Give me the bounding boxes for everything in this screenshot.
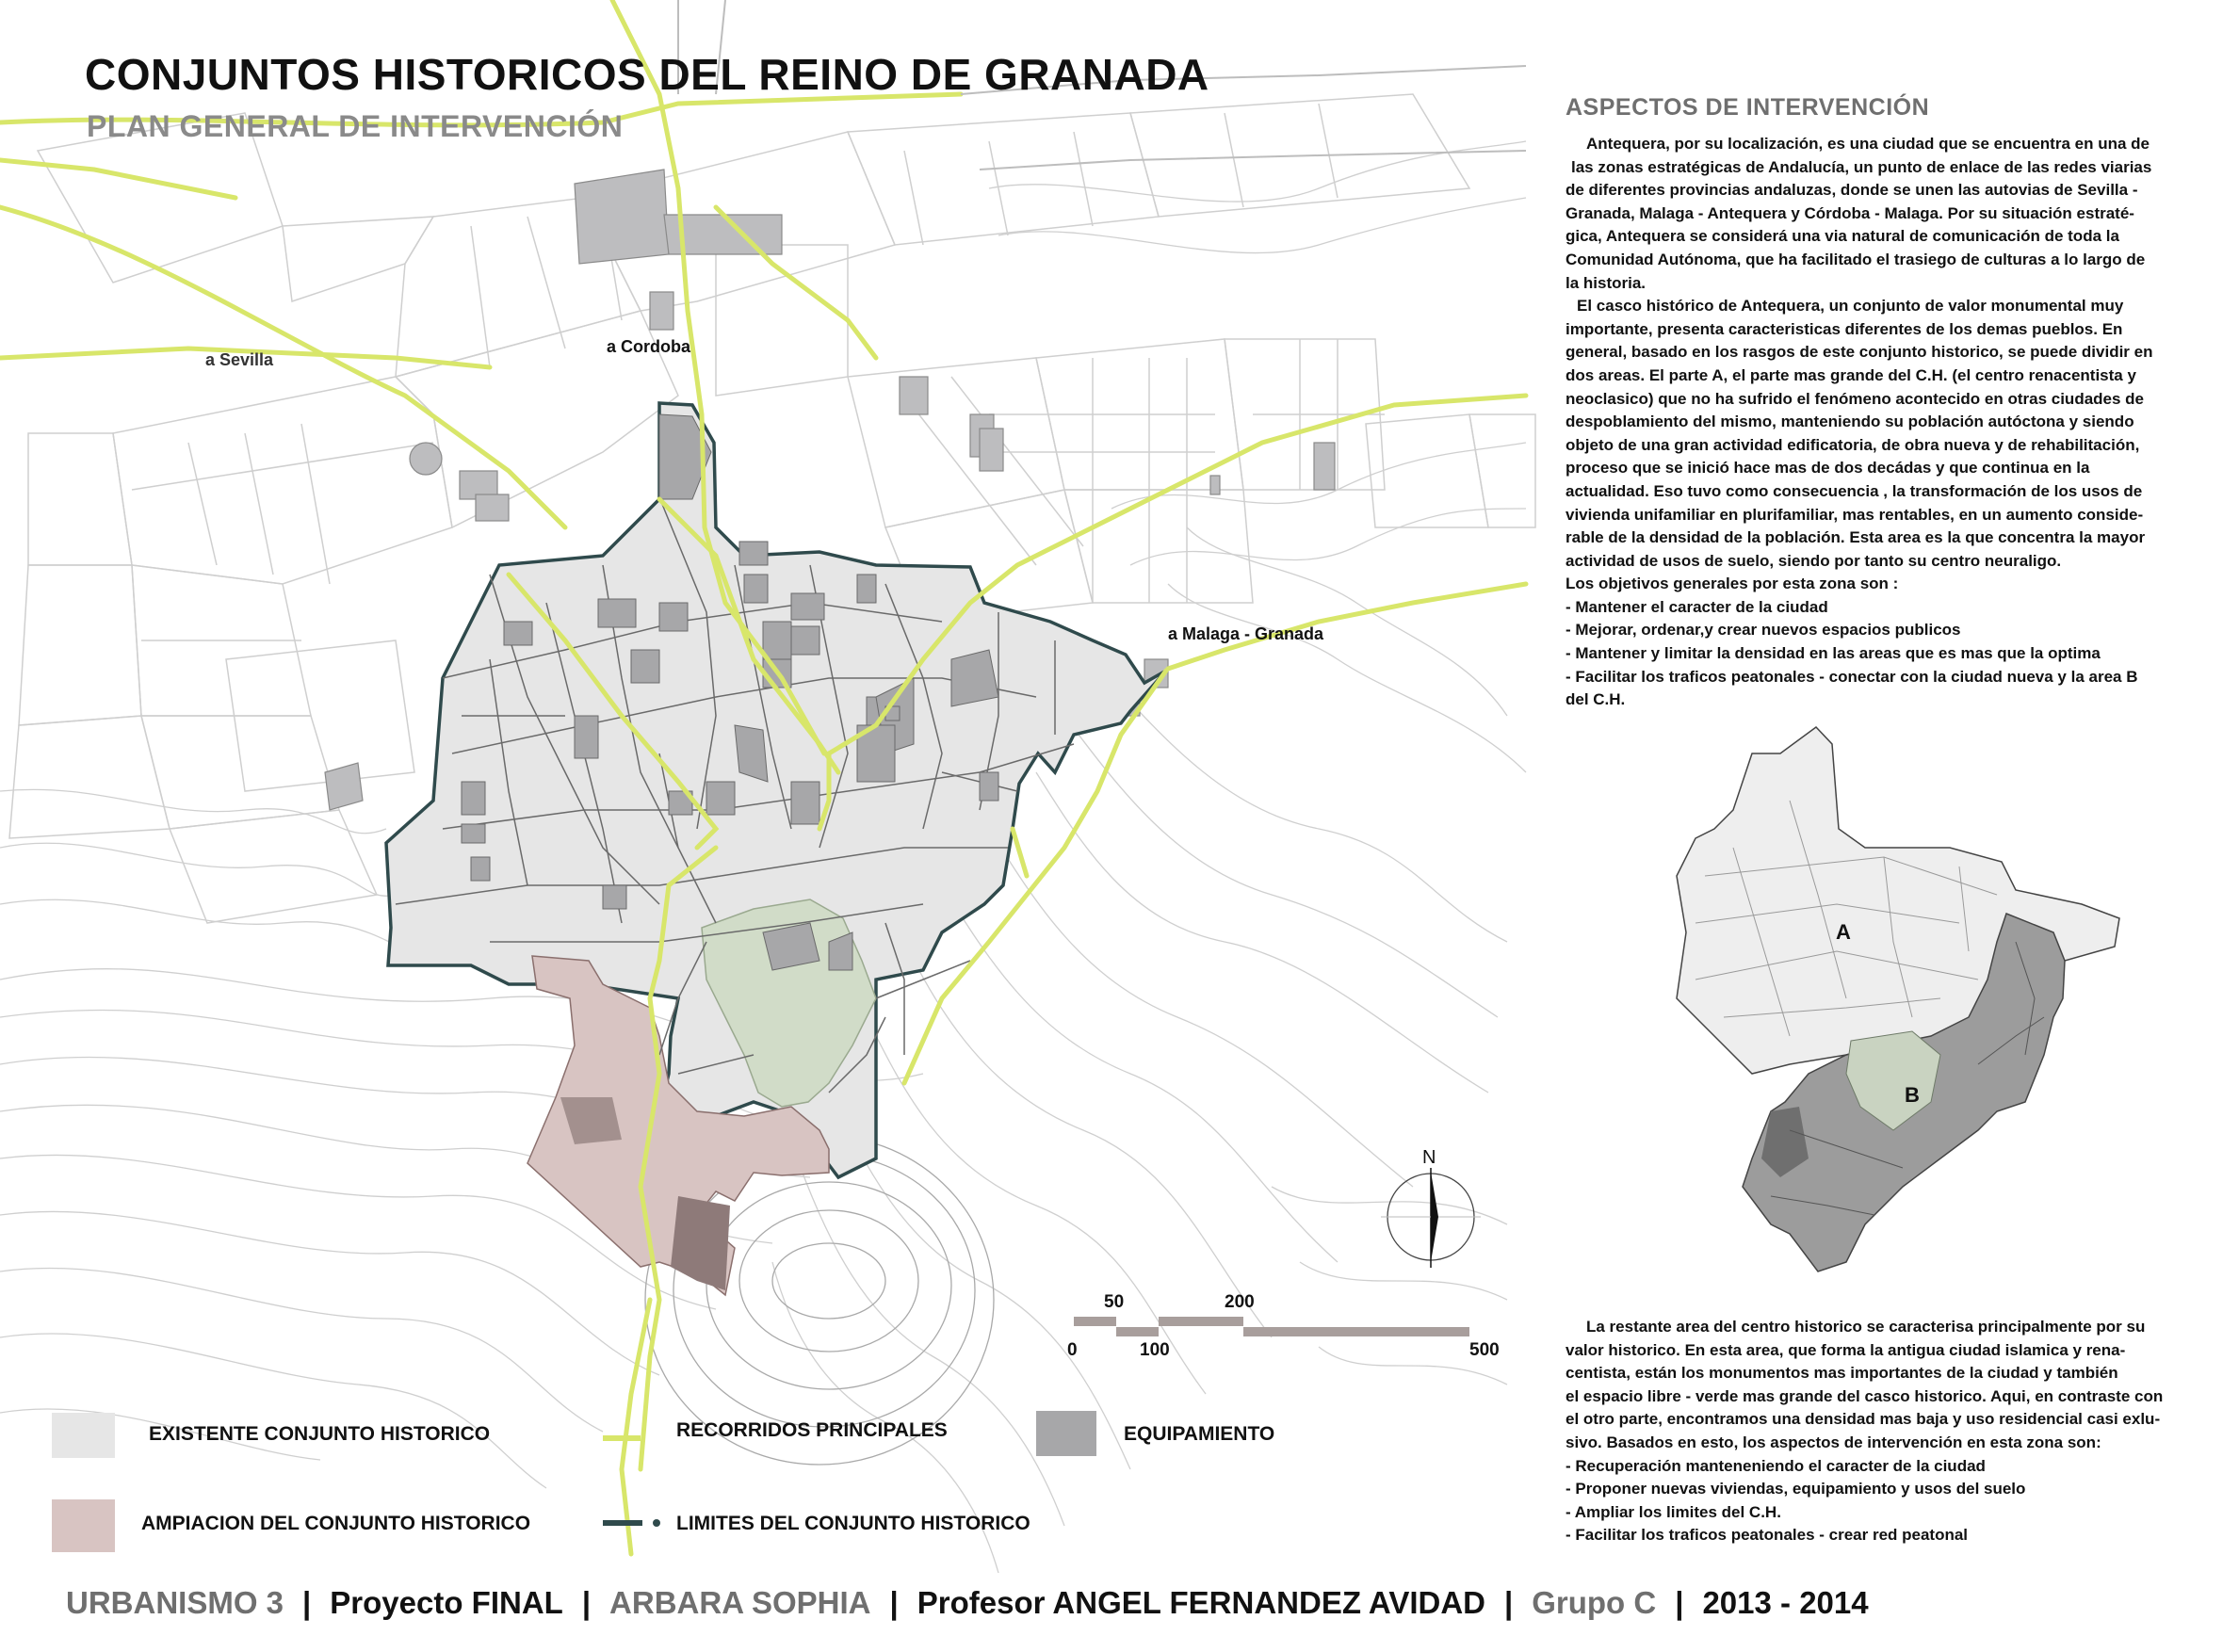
text-line: el espacio libre - verde mas grande del casco historico. Aqui, en contraste con bbox=[1566, 1386, 2164, 1405]
text-line: La restante area del centro historico se caracterisa principalmente por su bbox=[1586, 1318, 2146, 1336]
inset-label-a: A bbox=[1836, 920, 1851, 944]
text-line: dos areas. El parte A, el parte mas grande del C.H. (el centro renacentista y bbox=[1566, 365, 2136, 384]
text-line: Antequera, por su localización, es una ciudad que se encuentra en una de bbox=[1586, 135, 2150, 153]
north-arrow bbox=[1381, 1168, 1481, 1268]
inset-zone-map bbox=[1677, 727, 2119, 1271]
legend-existing-label: EXISTENTE CONJUNTO HISTORICO bbox=[149, 1423, 491, 1445]
text-line: gica, Antequera se considerá una via natural de comunicación de toda la bbox=[1566, 227, 2119, 246]
text-line: sivo. Basados en esto, los aspectos de intervención en esta zona son: bbox=[1566, 1433, 2101, 1451]
text-line: centista, están los monumentos mas importantes de la ciudad y también bbox=[1566, 1364, 2118, 1383]
text-line: de diferentes provincias andaluzas, donde se unen las autovias de Sevilla - bbox=[1566, 181, 2138, 200]
footer-separator: | bbox=[1504, 1585, 1514, 1620]
text-line: neoclasico) que no ha sufrido el fenómeno acontecido en otras ciudades de bbox=[1566, 389, 2145, 408]
legend-limits-dot bbox=[653, 1519, 660, 1527]
footer-separator: | bbox=[302, 1585, 312, 1620]
footer-professor-prefix: Profesor bbox=[917, 1585, 1046, 1620]
text-line: proceso que se inició hace mas de dos decádas y que continua en la bbox=[1566, 459, 2090, 478]
footer-separator: | bbox=[889, 1585, 899, 1620]
footer-professor: ANGEL FERNANDEZ AVIDAD bbox=[1052, 1585, 1485, 1620]
text-line: Los objetivos generales por esta zona son : bbox=[1566, 575, 1899, 593]
text-line: vivienda unifamiliar en plurifamiliar, mas rentables, en un aumento conside- bbox=[1566, 505, 2144, 524]
label-cordoba: a Cordoba bbox=[607, 337, 691, 356]
legend-routes-label: RECORRIDOS PRINCIPALES bbox=[676, 1419, 948, 1441]
footer bbox=[66, 1585, 1869, 1621]
inset-label-b: B bbox=[1905, 1083, 1920, 1107]
legend-existing-swatch bbox=[52, 1413, 115, 1458]
footer-student: ARBARA SOPHIA bbox=[609, 1585, 871, 1620]
legend-equipment-label: EQUIPAMIENTO bbox=[1124, 1423, 1275, 1445]
text-line: valor historico. En esta area, que forma la antigua ciudad islamica y rena- bbox=[1566, 1340, 2126, 1359]
text-line: - Mantener el caracter de la ciudad bbox=[1566, 597, 1828, 616]
legend-expansion-swatch bbox=[52, 1499, 115, 1552]
text-line: Comunidad Autónoma, que ha facilitado el trasiego de culturas a lo largo de bbox=[1566, 250, 2146, 268]
text-line: - Proponer nuevas viviendas, equipamiento y usos del suelo bbox=[1566, 1480, 2026, 1498]
footer-project: FINAL bbox=[471, 1585, 563, 1620]
scale-label-50: 50 bbox=[1104, 1292, 1125, 1312]
page-title: CONJUNTOS HISTORICOS DEL REINO DE GRANADA bbox=[85, 50, 1209, 99]
footer-group: Grupo C bbox=[1532, 1585, 1657, 1620]
aspects-title: ASPECTOS DE INTERVENCIÓN bbox=[1566, 94, 1930, 121]
legend-expansion-label: AMPIACION DEL CONJUNTO HISTORICO bbox=[141, 1513, 531, 1534]
legend-equipment-swatch bbox=[1036, 1411, 1096, 1456]
text-line: objeto de una gran actividad edificatoria, de obra nueva y de rehabilitación, bbox=[1566, 435, 2140, 454]
page-subtitle: PLAN GENERAL DE INTERVENCIÓN bbox=[87, 109, 624, 143]
text-line: actividad de usos de suelo, siendo por tanto su centro neuraligo. bbox=[1566, 551, 2062, 570]
legend-routes-swatch bbox=[603, 1435, 641, 1441]
north-label: N bbox=[1422, 1147, 1436, 1168]
scale-bar bbox=[1074, 1317, 1469, 1336]
expansion-dark-patch-2 bbox=[671, 1196, 730, 1290]
label-sevilla: a Sevilla bbox=[205, 350, 274, 369]
text-line: general, basado en los rasgos de este conjunto historico, se puede dividir en bbox=[1566, 343, 2153, 362]
text-line: Granada, Malaga - Antequera y Córdoba - Malaga. Por su situación estraté- bbox=[1566, 203, 2134, 222]
text-line: las zonas estratégicas de Andalucía, un punto de enlace de las redes viarias bbox=[1571, 157, 2152, 176]
text-line: - Facilitar los traficos peatonales - crear red peatonal bbox=[1566, 1526, 1969, 1545]
legend-limits-label: LIMITES DEL CONJUNTO HISTORICO bbox=[676, 1513, 1030, 1534]
aspects-paragraph-2 bbox=[1566, 1316, 2163, 1547]
text-line: del C.H. bbox=[1566, 690, 1626, 709]
scale-label-200: 200 bbox=[1225, 1292, 1255, 1312]
footer-separator: | bbox=[1675, 1585, 1684, 1620]
text-line: - Mejorar, ordenar,y crear nuevos espacios publicos bbox=[1566, 621, 1961, 640]
text-line: El casco histórico de Antequera, un conjunto de valor monumental muy bbox=[1577, 297, 2124, 316]
text-line: - Recuperación manteneniendo el caracter de la ciudad bbox=[1566, 1456, 1986, 1475]
footer-separator: | bbox=[581, 1585, 592, 1620]
text-line: importante, presenta caracteristicas diferentes de los demas pueblos. En bbox=[1566, 319, 2123, 338]
text-line: - Facilitar los traficos peatonales - conectar con la ciudad nueva y la area B bbox=[1566, 667, 2138, 686]
scale-label-0: 0 bbox=[1067, 1340, 1078, 1360]
text-line: el otro parte, encontramos una densidad mas baja y uso residencial casi exlu- bbox=[1566, 1410, 2161, 1429]
aspects-paragraph-1 bbox=[1566, 133, 2153, 712]
scale-label-500: 500 bbox=[1469, 1340, 1500, 1360]
scale-label-100: 100 bbox=[1140, 1340, 1170, 1360]
legend-limits-swatch bbox=[603, 1520, 642, 1526]
text-line: - Ampliar los limites del C.H. bbox=[1566, 1502, 1781, 1521]
text-line: despoblamiento del mismo, manteniendo su población autóctona y siendo bbox=[1566, 413, 2134, 431]
footer-course: URBANISMO 3 bbox=[66, 1585, 284, 1620]
footer-years: 2013 - 2014 bbox=[1702, 1585, 1869, 1620]
text-line: actualidad. Eso tuvo como consecuencia , la transformación de los usos de bbox=[1566, 481, 2143, 500]
label-malaga-granada: a Malaga - Granada bbox=[1168, 624, 1324, 643]
text-line: - Mantener y limitar la densidad en las areas que es mas que la optima bbox=[1566, 644, 2101, 663]
footer-project-prefix: Proyecto bbox=[330, 1585, 463, 1620]
text-line: la historia. bbox=[1566, 273, 1647, 292]
text-line: rable de la densidad de la población. Esta area es la que concentra la mayor bbox=[1566, 528, 2146, 547]
